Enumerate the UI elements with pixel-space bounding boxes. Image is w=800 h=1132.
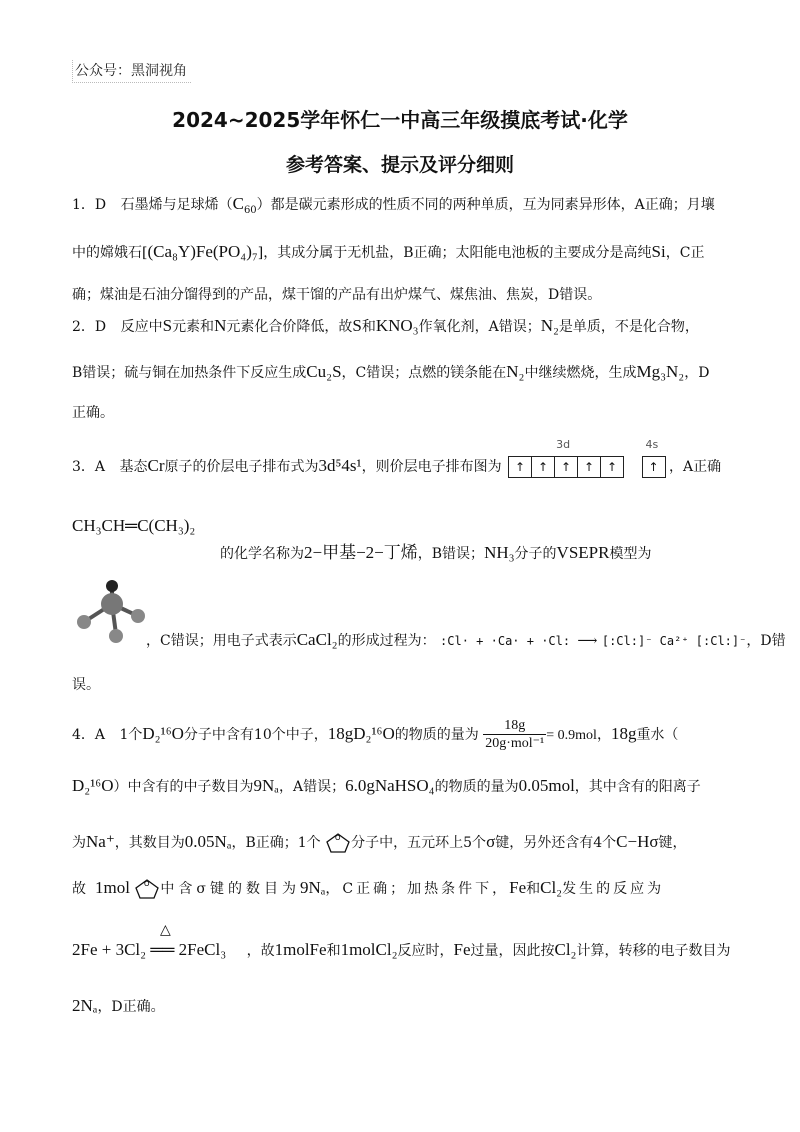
q2-line2: B错误；硫与铜在加热条件下反应生成Cu₂S，C错误；点燃的镁条能在N₂中继续燃烧，生成Mg₃N₂，D bbox=[72, 362, 710, 381]
q4-line2: D₂¹⁶O）中含有的中子数目为9Nₐ，A错误；6.0gNaHSO₄的物质的量为0.05mol，其中含有的阳离子 bbox=[72, 776, 701, 795]
q4-line6: 2Nₐ，D正确。 bbox=[72, 996, 165, 1015]
page-title: 2024~2025学年怀仁一中高三年级摸底考试·化学 bbox=[172, 108, 628, 132]
orbital-box: ↑ bbox=[577, 456, 601, 478]
q4-line3: 为Na⁺，其数目为0.05Nₐ，B正确；1个 O 分子中，五元环上5个σ键，另外还含有4个C−Hσ键， bbox=[72, 832, 736, 862]
page-subtitle: 参考答案、提示及评分细则 bbox=[285, 154, 514, 176]
orbital-box: ↑ bbox=[600, 456, 624, 478]
orbital-box: ↑ bbox=[508, 456, 532, 478]
reaction-equation: △ 2Fe + 3Cl₂ ══ 2FeCl₃ bbox=[72, 922, 227, 959]
q3-line1: 3．A 基态Cr原子的价层电子排布式为3d⁵4s¹，则价层电子排布图为 3d ↑ ↑ ↑ ↑ ↑ 4s ↑ ，A正确 bbox=[72, 456, 736, 492]
molar-amount-fraction: $\frac{18g}{\text{20g·mol⁻¹}}$ bbox=[485, 718, 545, 751]
q4-line1: 4．A 1个D₂¹⁶O分子中含有10个中子，18gD₂¹⁶O的物质的量为 $\frac{18g}{\text{20g·mol⁻¹}}$ = 0.9mol，18g重水（ bbox=[72, 718, 679, 751]
q3-line5: 误。 bbox=[72, 677, 100, 693]
q1-line2: 中的嫦娥石[(Ca₈Y)Fe(PO₄)₇]，其成分属于无机盐，B正确；太阳能电池板的主要成分是高纯Si，C正 bbox=[72, 242, 705, 261]
orbital-box: ↑ bbox=[642, 456, 666, 478]
q3-structure: CH₃CH═C(CH₃)₂ bbox=[72, 516, 196, 535]
electron-formula-reactants: :Cl· + ·Ca· + ·Cl: bbox=[440, 634, 578, 648]
orbital-box: ↑ bbox=[531, 456, 555, 478]
svg-text:O: O bbox=[144, 880, 150, 888]
q1-line3: 确；煤油是石油分馏得到的产品，煤干馏的产品有出炉煤气、煤焦油、焦炭，D错误。 bbox=[72, 287, 602, 303]
q3-line4: ，C错误；用电子式表示CaCl₂的形成过程为： :Cl· + ·Ca· + ·Cl: ⟶ [:Cl:]⁻ Ca²⁺ [:Cl:]⁻，D错 bbox=[146, 630, 786, 649]
q2-line3: 正确。 bbox=[72, 405, 114, 421]
electron-formula-products: [:Cl:]⁻ Ca²⁺ [:Cl:]⁻ bbox=[601, 634, 747, 648]
orbital-box: ↑ bbox=[554, 456, 578, 478]
q2-line1: 2．D 反应中S元素和N元素化合价降低，故S和KNO₃作氧化剂，A错误；N₂是单质，不是化合物， bbox=[72, 316, 699, 335]
q4-line5: △ 2Fe + 3Cl₂ ══ 2FeCl₃ ，故1molFe和1molCl₂反应时，Fe过量，因此按Cl₂计算，转移的电子数目为 bbox=[72, 922, 731, 959]
furan-ring-icon bbox=[134, 878, 160, 900]
orbital-diagram-4s: 4s ↑ bbox=[642, 456, 665, 478]
q1-line1: 1．D 石墨烯与足球烯$(C_{60})$都是碳元素形成的性质不同的两种单质，互为同素异形体，A正确；月壤 bbox=[72, 194, 715, 216]
furan-ring-icon bbox=[325, 832, 351, 854]
watermark: 公众号：黑洞视角 bbox=[72, 60, 191, 83]
svg-text:O: O bbox=[335, 834, 341, 842]
orbital-diagram-3d: 3d ↑ ↑ ↑ ↑ ↑ bbox=[508, 456, 623, 478]
q3-line3: 的化学名称为2−甲基−2−丁烯，B错误；NH₃分子的VSEPR模型为 bbox=[220, 543, 652, 562]
q1-number: 1．D bbox=[72, 197, 107, 213]
q4-line4: 故 1mol O 中含σ键的数目为9Nₐ，C正确；加热条件下，Fe和Cl₂发生的反应为 bbox=[72, 878, 736, 908]
